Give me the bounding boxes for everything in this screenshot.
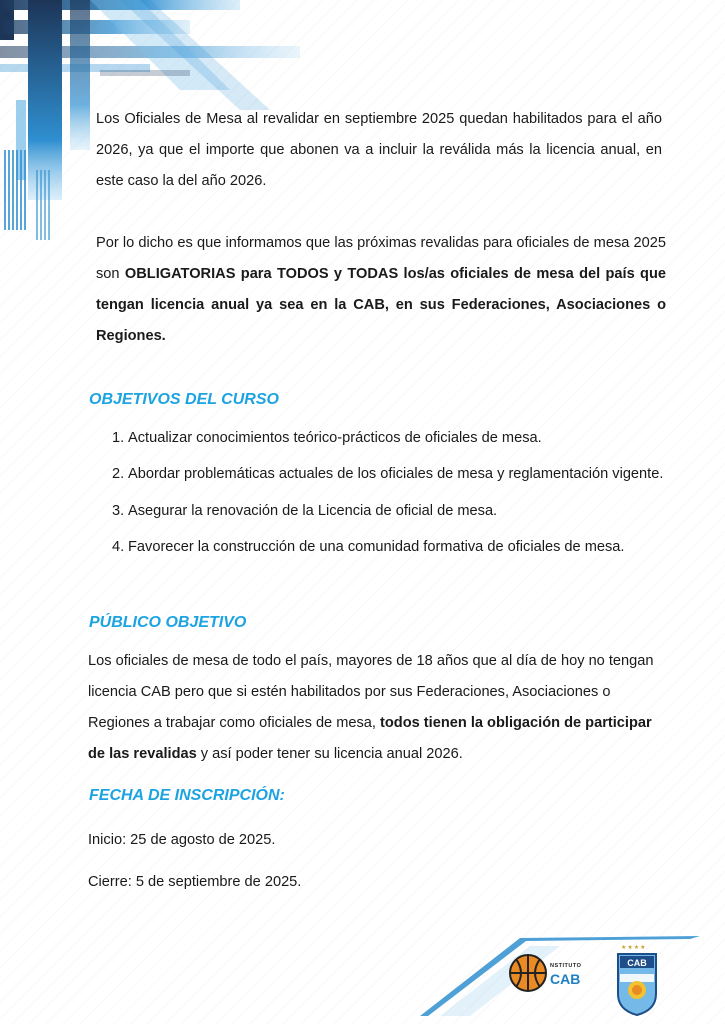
publico-paragraph xyxy=(88,646,668,770)
intro-paragraph-2 xyxy=(96,228,666,352)
basketball-icon xyxy=(508,953,548,993)
intro-paragraph-2-bold: OBLIGATORIAS para TODOS y TODAS los/as oficiales de mesa del país que tengan licencia anual ya sea en la CAB, en sus Federaciones, Asociaciones o Regiones. xyxy=(96,266,666,344)
intro-paragraph-1: Los Oficiales de Mesa al revalidar en septiembre 2025 quedan habilitados para el año 2026, ya que el importe que abonen va a incluir la reválida más la licencia anual, en este caso la del año 2026. xyxy=(96,111,662,189)
list-item xyxy=(112,537,672,557)
list-item-number: 4. xyxy=(112,539,125,555)
list-item-number: 3. xyxy=(112,503,125,519)
cab-badge-logo xyxy=(612,944,662,1016)
list-item-number: 2. xyxy=(112,466,125,482)
publico-heading: PÚBLICO OBJETIVO xyxy=(89,614,247,631)
list-item xyxy=(112,501,672,521)
publico-text-bold: todos tienen la obligación de participar de las revalidas xyxy=(88,715,652,762)
list-item-text: Abordar problemáticas actuales de los oficiales de mesa y reglamentación vigente. xyxy=(128,466,664,482)
fecha-heading: FECHA DE INSCRIPCIÓN: xyxy=(89,787,285,804)
intro-paragraph-2-text: Por lo dicho es que informamos que las próximas revalidas para oficiales de mesa 2025 son xyxy=(96,235,666,282)
stars-icon: ★★★★ xyxy=(621,945,647,951)
instituto-cab-logo xyxy=(508,953,598,1003)
instituto-label: NSTITUTO xyxy=(550,963,582,969)
instituto-cab-label: CAB xyxy=(550,971,581,987)
objetivos-list xyxy=(112,428,672,557)
list-item-number: 1. xyxy=(112,430,125,446)
cab-badge-text: CAB xyxy=(627,958,647,968)
list-item-text: Asegurar la renovación de la Licencia de oficial de mesa. xyxy=(128,503,498,519)
fecha-inicio: Inicio: 25 de agosto de 2025. xyxy=(88,832,276,848)
fecha-cierre: Cierre: 5 de septiembre de 2025. xyxy=(88,874,302,890)
cab-shield-icon xyxy=(612,944,662,1016)
publico-text-end: y así poder tener su licencia anual 2026. xyxy=(196,746,463,762)
list-item xyxy=(112,464,672,484)
objetivos-heading: OBJETIVOS DEL CURSO xyxy=(89,391,279,408)
list-item xyxy=(112,428,672,448)
publico-text: Los oficiales de mesa de todo el país, mayores de 18 años que al día de hoy no tengan licencia CAB pero que si estén habilitados por sus Federaciones, Asociaciones o Regiones a trabajar como oficiales de mesa, xyxy=(88,653,654,731)
list-item-text: Favorecer la construcción de una comunidad formativa de oficiales de mesa. xyxy=(128,539,625,555)
list-item-text: Actualizar conocimientos teórico-prácticos de oficiales de mesa. xyxy=(128,430,542,446)
